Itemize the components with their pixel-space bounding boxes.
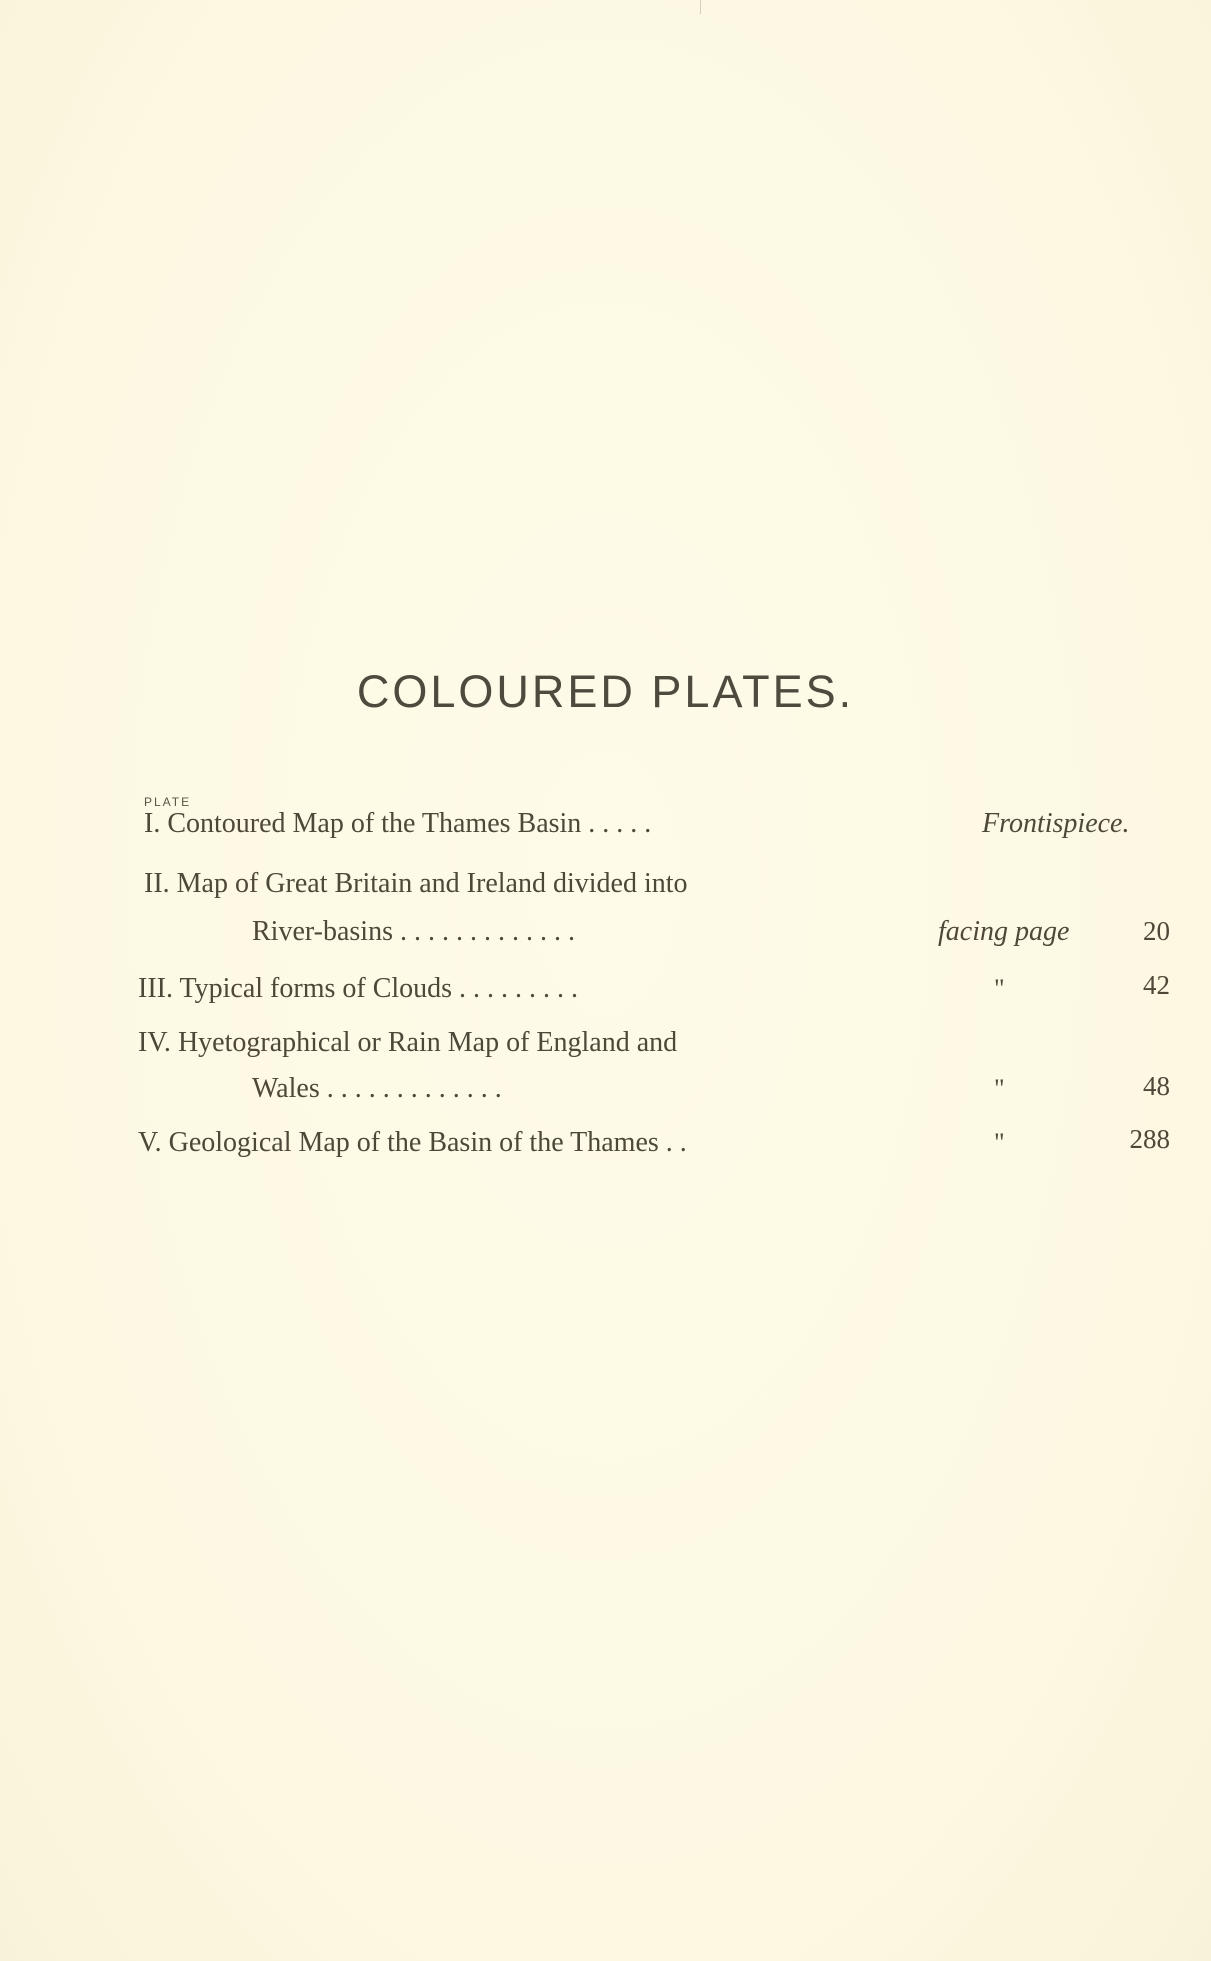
plate-entry-4: [138, 1027, 677, 1059]
plate-numeral: V.: [138, 1127, 162, 1158]
plate-description: Hyetographical or Rain Map of England and: [177, 1027, 678, 1058]
page-fold-mark: [700, 0, 701, 14]
plate-description: Typical forms of Clouds . . . . . . . . .: [179, 973, 579, 1004]
plate-page-number: 42: [1143, 970, 1170, 1000]
plate-numeral: II.: [144, 868, 170, 899]
plate-description: Map of Great Britain and Ireland divided into: [176, 868, 688, 899]
plate-entry-5: [138, 1127, 687, 1159]
plate-numeral: I.: [144, 808, 161, 839]
plate-page-number: 48: [1143, 1071, 1170, 1101]
plate-page-number: 20: [1143, 916, 1170, 946]
plate-description-continued: River-basins . . . . . . . . . . . . .: [252, 916, 575, 947]
ditto-mark: ": [994, 1074, 1005, 1103]
plate-entry-1: [144, 808, 651, 840]
plate-numeral: III.: [138, 973, 173, 1004]
plate-description-continued: Wales . . . . . . . . . . . . .: [252, 1073, 502, 1104]
ditto-mark: ": [994, 974, 1005, 1003]
plate-numeral: IV.: [138, 1027, 171, 1058]
plate-page-number: 288: [1129, 1124, 1170, 1154]
plate-reference: facing page: [938, 916, 1070, 947]
page-title: COLOURED PLATES.: [356, 666, 855, 717]
plate-description: Geological Map of the Basin of the Thames . .: [168, 1127, 687, 1158]
plate-entry-2: [144, 868, 688, 900]
plate-column-label: PLATE: [144, 795, 192, 809]
plate-entry-3: [138, 973, 578, 1005]
ditto-mark: ": [994, 1128, 1005, 1157]
plate-description: Contoured Map of the Thames Basin . . . . .: [167, 808, 652, 839]
plate-reference: Frontispiece.: [982, 808, 1130, 839]
plate-entry-4-continuation: [252, 1073, 502, 1105]
plate-entry-2-continuation: [252, 916, 575, 948]
